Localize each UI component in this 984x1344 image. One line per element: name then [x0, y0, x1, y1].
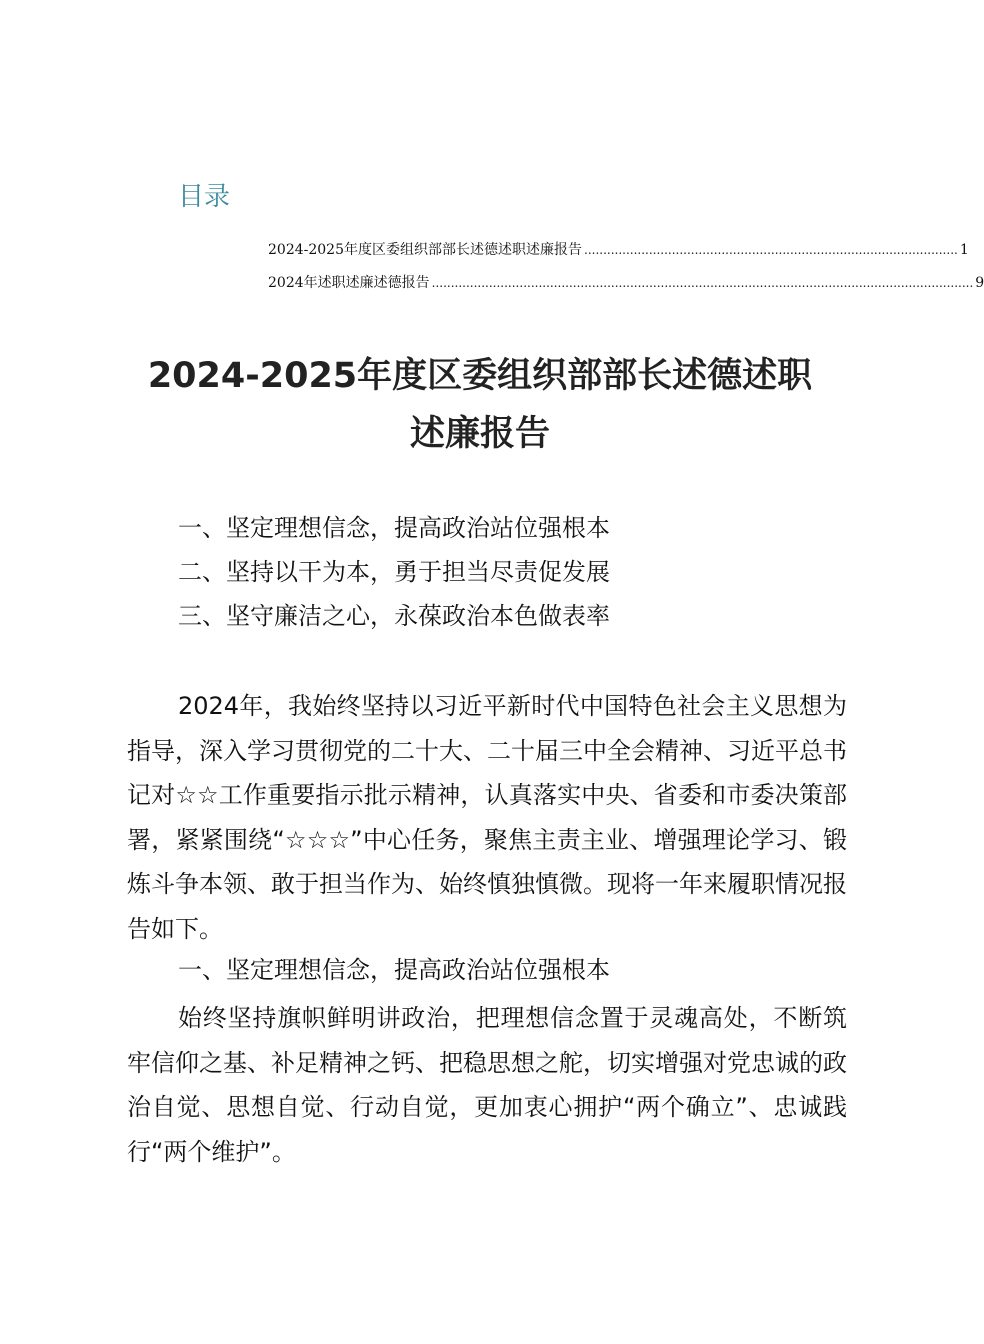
document-title-line-2: 述廉报告 — [409, 414, 550, 454]
toc-leader-dots: .................................................................................................. — [584, 243, 958, 257]
toc-entry[interactable] — [268, 272, 984, 292]
toc-entry-text: 2024-2025年度区委组织部部长述德述职述廉报告 — [268, 242, 582, 258]
toc-page-number: 1 — [959, 242, 969, 258]
body-paragraph-intro: 2024年，我始终坚持以习近平新时代中国特色社会主义思想为指导，深入学习贯彻党的二十大、二十届三中全会精神、习近平总书记对☆☆工作重要指示批示精神，认真落实中央、省委和市委决策部署，紧紧围绕“☆☆☆”中心任务，聚焦主责主业、增强理论学习、锻炼斗争本领、敢于担当作为、始终慎独慎微。现将一年来履职情况报告如下。 — [127, 692, 847, 943]
outline-item: 二、坚持以干为本，勇于担当尽责促发展 — [178, 558, 610, 586]
toc-title: 目录 — [178, 182, 231, 212]
outline-item: 三、坚守廉洁之心，永葆政治本色做表率 — [178, 602, 610, 630]
toc-entry[interactable] — [268, 239, 969, 259]
document-title-line-1: 2024-2025年度区委组织部部长述德述职 — [147, 356, 813, 396]
outline-item: 一、坚定理想信念，提高政治站位强根本 — [178, 514, 610, 542]
section-heading: 一、坚定理想信念，提高政治站位强根本 — [178, 956, 610, 984]
toc-entry-text: 2024年述职述廉述德报告 — [268, 275, 430, 291]
toc-page-number: 9 — [975, 275, 984, 291]
toc-leader-dots: .............................................................................................................................................. — [431, 276, 974, 290]
body-paragraph: 始终坚持旗帜鲜明讲政治，把理想信念置于灵魂高处，不断筑牢信仰之基、补足精神之钙、把稳思想之舵，切实增强对党忠诚的政治自觉、思想自觉、行动自觉，更加衷心拥护“两个确立”、忠诚践行“两个维护”。 — [127, 1004, 847, 1166]
